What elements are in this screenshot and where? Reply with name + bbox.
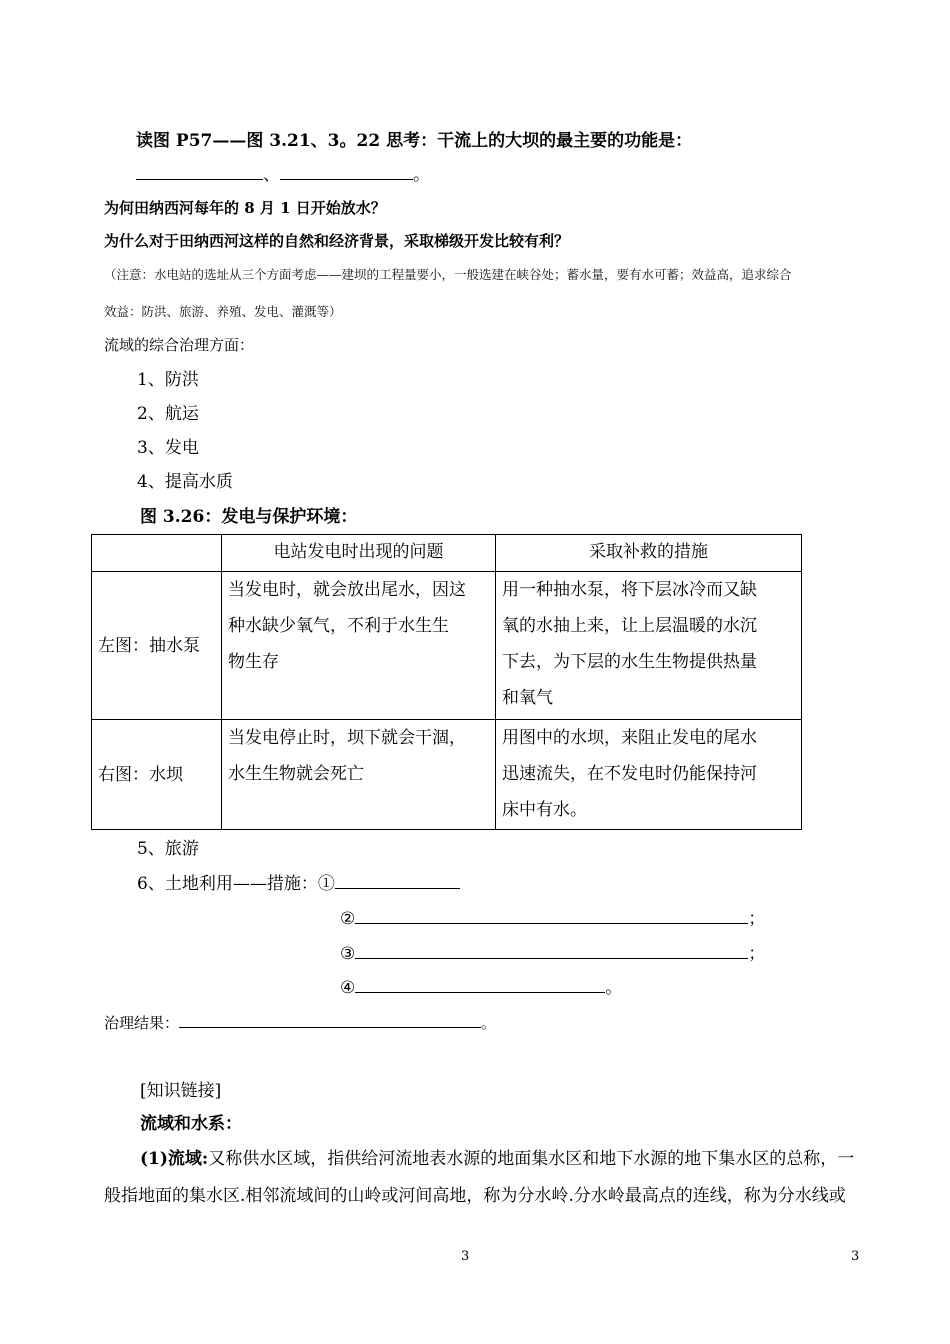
answer-blank[interactable]: [335, 872, 460, 889]
question-3: 为什么对于田纳西河这样的自然和经济背景，采取梯级开发比较有利？: [104, 232, 570, 250]
table-row-label: 右图：水坝: [92, 720, 222, 830]
list-item: 1、防洪: [137, 370, 199, 390]
list-item: 5、旅游: [137, 839, 199, 859]
table-row: [92, 720, 802, 830]
land-use-line-1: 6、土地利用——措施：①: [137, 869, 460, 894]
answer-blank[interactable]: [136, 163, 263, 180]
cell-line: 和氧气: [502, 688, 553, 708]
answer-blank[interactable]: [280, 163, 413, 180]
result-line: 治理结果： 。: [104, 1011, 496, 1033]
table-header-row: [92, 535, 802, 572]
cell-line: 氧的水抽上来，让上层温暖的水沉: [502, 616, 757, 636]
table-header-cell: [92, 535, 222, 572]
note-line-2: 效益：防洪、旅游、养殖、发电、灌溉等）: [104, 304, 342, 319]
cell-line: 迅速流失，在不发电时仍能保持河: [502, 764, 757, 784]
answer-blanks-1: 、 。: [136, 160, 430, 185]
figure-title: 图 3.26：发电与保护环境：: [140, 507, 358, 527]
table-row: [92, 572, 802, 720]
list-item: 2、航运: [137, 404, 199, 424]
question-1: 读图 P57——图 3.21、3。22 思考：干流上的大坝的最主要的功能是：: [136, 131, 693, 151]
cell-line: 水生生物就会死亡: [228, 764, 364, 784]
list-item: 3、发电: [137, 438, 199, 458]
land-use-line-4: ④ 。: [340, 978, 623, 998]
answer-blank[interactable]: [355, 976, 605, 993]
land-use-line-2: ② ；: [340, 909, 766, 929]
table-header-cell: 电站发电时出现的问题: [222, 535, 496, 572]
table-header-cell: 采取补救的措施: [496, 535, 802, 572]
note-line-1: （注意：水电站的选址从三个方面考虑——建坝的工程量要小，一般选建在峡谷处；蓄水量，要有水可蓄；效益高，追求综合: [104, 267, 792, 282]
answer-blank[interactable]: [355, 942, 748, 959]
answer-blank[interactable]: [179, 1011, 481, 1028]
page-number: 3: [461, 1249, 470, 1264]
paragraph-line-2: 般指地面的集水区.相邻流域间的山岭或河间高地，称为分水岭.分水岭最高点的连线，称为分水线或: [104, 1186, 846, 1206]
measures-table: [91, 534, 802, 830]
page-number: 3: [851, 1249, 860, 1264]
knowledge-link-title: [知识链接]: [140, 1081, 222, 1101]
problem-cell: [222, 572, 496, 720]
cell-line: 用一种抽水泵，将下层冰冷而又缺: [502, 580, 757, 600]
cell-line: 当发电停止时，坝下就会干涸，: [228, 728, 466, 748]
list-item: 4、提高水质: [137, 472, 233, 492]
problem-cell: [222, 720, 496, 830]
paragraph-line-1: (1)流域:又称供水区域，指供给河流地表水源的地面集水区和地下水源的地下集水区的总称，一: [140, 1149, 855, 1169]
table-row-label: 左图：抽水泵: [92, 572, 222, 720]
cell-line: 用图中的水坝，来阻止发电的尾水: [502, 728, 757, 748]
measure-cell: [496, 572, 802, 720]
measure-cell: [496, 720, 802, 830]
land-use-line-3: ③ ；: [340, 944, 766, 964]
cell-line: 下去，为下层的水生生物提供热量: [502, 652, 757, 672]
section-heading: 流域的综合治理方面：: [104, 336, 255, 354]
cell-line: 物生存: [228, 652, 279, 672]
cell-line: 床中有水。: [502, 800, 587, 820]
cell-line: 当发电时，就会放出尾水，因这: [228, 580, 466, 600]
answer-blank[interactable]: [355, 907, 748, 924]
subsection-title: 流域和水系：: [140, 1114, 242, 1134]
question-2: 为何田纳西河每年的 8 月 1 日开始放水？: [104, 199, 386, 217]
cell-line: 种水缺少氧气，不利于水生生: [228, 616, 449, 636]
